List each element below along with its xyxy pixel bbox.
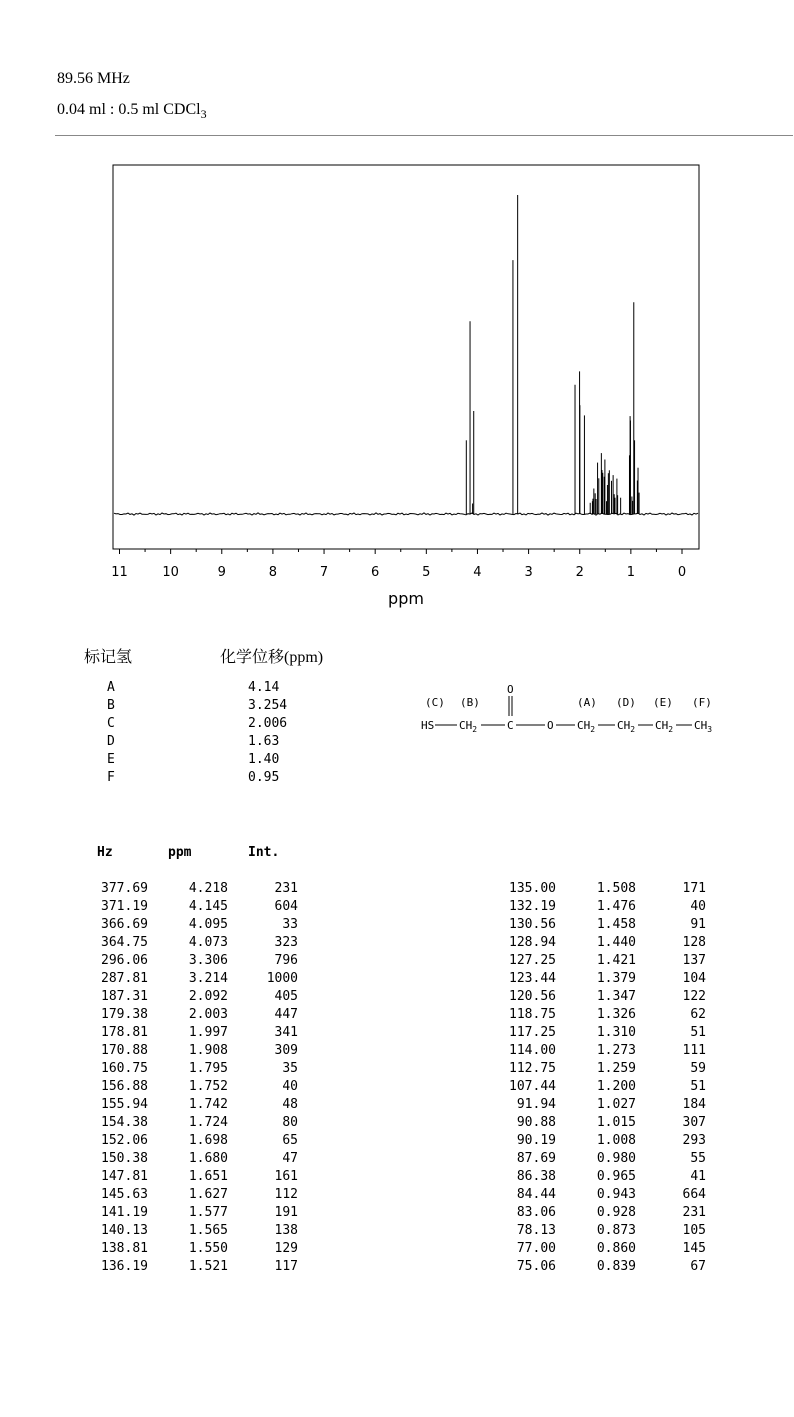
header-int: Int.	[248, 845, 280, 860]
table-cell: 1.347	[596, 989, 636, 1004]
sample-subscript: 3	[200, 107, 207, 122]
x-tick-label: 10	[162, 565, 179, 580]
table-cell: 187.31	[101, 989, 148, 1004]
table-cell: 1.379	[596, 971, 636, 986]
table-cell: 1.027	[596, 1097, 636, 1112]
table-cell: 80	[282, 1115, 298, 1130]
group-ch2-e: $CH_2$	[655, 719, 674, 734]
table-cell: 4.218	[188, 881, 228, 896]
table-cell: 135.00	[509, 881, 556, 896]
table-cell: 604	[274, 899, 298, 914]
table-cell: 105	[682, 1223, 706, 1238]
table-cell: 75.06	[516, 1259, 556, 1274]
table-cell: 231	[274, 881, 298, 896]
table-cell: 150.38	[101, 1151, 148, 1166]
table-cell: 155.94	[101, 1097, 148, 1112]
column-right-ppm	[566, 880, 636, 1276]
table-cell: 1.908	[188, 1043, 228, 1058]
table-cell: 1.742	[188, 1097, 228, 1112]
carbonyl-oxygen: O	[507, 683, 514, 696]
table-cell: 130.56	[509, 917, 556, 932]
table-cell: 123.44	[509, 971, 556, 986]
table-cell: 366.69	[101, 917, 148, 932]
table-cell: 147.81	[101, 1169, 148, 1184]
x-tick-label: 0	[677, 565, 687, 580]
table-cell: 129	[274, 1241, 298, 1256]
table-cell: 111	[682, 1043, 706, 1058]
table-cell: 1.476	[596, 899, 636, 914]
table-cell: 86.38	[516, 1169, 556, 1184]
spectrometer-frequency: 89.56 MHz	[57, 70, 130, 87]
table-cell: 1.752	[188, 1079, 228, 1094]
structure-letter-d: (D)	[616, 696, 636, 709]
assignment-shift: 4.14	[248, 680, 280, 695]
table-cell: 1.200	[596, 1079, 636, 1094]
table-cell: 117	[274, 1259, 298, 1274]
x-axis-ticks	[111, 549, 686, 580]
table-cell: 120.56	[509, 989, 556, 1004]
table-cell: 138.81	[101, 1241, 148, 1256]
structure-letter-b: (B)	[460, 696, 480, 709]
table-cell: 145.63	[101, 1187, 148, 1202]
spectrum-peaks	[466, 195, 639, 514]
table-cell: 117.25	[509, 1025, 556, 1040]
table-cell: 128	[682, 935, 706, 950]
table-cell: 178.81	[101, 1025, 148, 1040]
table-cell: 171	[682, 881, 706, 896]
table-cell: 138	[274, 1223, 298, 1238]
ester-oxygen: O	[547, 719, 554, 732]
table-cell: 161	[274, 1169, 298, 1184]
table-cell: 1.015	[596, 1115, 636, 1130]
assignment-header-shift: 化学位移(ppm)	[220, 649, 324, 666]
table-cell: 40	[282, 1079, 298, 1094]
nmr-spectrum-chart	[0, 150, 794, 620]
assignment-label: B	[107, 698, 115, 713]
assignment-label: A	[107, 680, 115, 695]
table-cell: 377.69	[101, 881, 148, 896]
x-tick-label: 5	[422, 565, 431, 580]
table-cell: 65	[282, 1133, 298, 1148]
header-divider	[55, 135, 793, 136]
carbonyl-carbon: C	[507, 719, 514, 732]
assignment-shift: 2.006	[248, 716, 288, 731]
table-cell: 0.965	[596, 1169, 636, 1184]
table-cell: 87.69	[516, 1151, 556, 1166]
group-ch2-d: $CH_2$	[617, 719, 636, 734]
table-cell: 104	[682, 971, 706, 986]
table-cell: 141.19	[101, 1205, 148, 1220]
table-cell: 1.795	[188, 1061, 228, 1076]
sample-concentration	[57, 101, 207, 122]
table-cell: 0.860	[596, 1241, 636, 1256]
table-cell: 90.19	[516, 1133, 556, 1148]
table-cell: 1.008	[596, 1133, 636, 1148]
table-cell: 62	[690, 1007, 706, 1022]
table-cell: 3.306	[188, 953, 228, 968]
table-cell: 1.698	[188, 1133, 228, 1148]
table-cell: 112	[274, 1187, 298, 1202]
x-axis-label: ppm	[388, 589, 424, 608]
x-tick-label: 11	[111, 565, 128, 580]
table-cell: 664	[682, 1187, 706, 1202]
table-cell: 35	[282, 1061, 298, 1076]
table-cell: 293	[682, 1133, 706, 1148]
table-cell: 1.627	[188, 1187, 228, 1202]
table-cell: 1.273	[596, 1043, 636, 1058]
table-cell: 371.19	[101, 899, 148, 914]
x-tick-label: 3	[524, 565, 533, 580]
table-cell: 90.88	[516, 1115, 556, 1130]
table-cell: 122	[682, 989, 706, 1004]
table-cell: 132.19	[509, 899, 556, 914]
table-cell: 55	[690, 1151, 706, 1166]
table-cell: 323	[274, 935, 298, 950]
table-cell: 33	[282, 917, 298, 932]
table-cell: 1.259	[596, 1061, 636, 1076]
table-cell: 114.00	[509, 1043, 556, 1058]
column-left-hz	[78, 880, 148, 1276]
x-tick-label: 2	[575, 565, 584, 580]
table-cell: 77.00	[516, 1241, 556, 1256]
table-cell: 4.073	[188, 935, 228, 950]
table-cell: 309	[274, 1043, 298, 1058]
table-cell: 405	[274, 989, 298, 1004]
table-cell: 191	[274, 1205, 298, 1220]
table-cell: 0.980	[596, 1151, 636, 1166]
table-cell: 184	[682, 1097, 706, 1112]
table-cell: 154.38	[101, 1115, 148, 1130]
table-cell: 118.75	[509, 1007, 556, 1022]
table-cell: 51	[690, 1025, 706, 1040]
assignment-shift: 3.254	[248, 698, 288, 713]
table-cell: 1.565	[188, 1223, 228, 1238]
table-cell: 91.94	[516, 1097, 556, 1112]
table-cell: 67	[690, 1259, 706, 1274]
table-cell: 364.75	[101, 935, 148, 950]
table-cell: 41	[690, 1169, 706, 1184]
table-cell: 145	[682, 1241, 706, 1256]
table-cell: 231	[682, 1205, 706, 1220]
assignment-label: F	[107, 770, 115, 785]
table-cell: 0.928	[596, 1205, 636, 1220]
table-cell: 51	[690, 1079, 706, 1094]
assignment-label: E	[107, 752, 115, 767]
x-tick-label: 4	[473, 565, 482, 580]
table-cell: 447	[274, 1007, 298, 1022]
table-cell: 2.092	[188, 989, 228, 1004]
structure-letter-f: (F)	[692, 696, 712, 709]
table-cell: 47	[282, 1151, 298, 1166]
sample-concentration-text: 0.04 ml : 0.5 ml CDCl	[57, 101, 201, 118]
structure-letter-a: (A)	[577, 696, 597, 709]
table-cell: 796	[274, 953, 298, 968]
table-cell: 1.724	[188, 1115, 228, 1130]
assignment-shift: 0.95	[248, 770, 280, 785]
table-cell: 1.550	[188, 1241, 228, 1256]
table-cell: 152.06	[101, 1133, 148, 1148]
header-hz: Hz	[97, 845, 113, 860]
group-ch3-f: $CH_3$	[694, 719, 713, 734]
table-cell: 1.508	[596, 881, 636, 896]
x-tick-label: 6	[371, 565, 380, 580]
table-cell: 136.19	[101, 1259, 148, 1274]
table-cell: 160.75	[101, 1061, 148, 1076]
table-cell: 179.38	[101, 1007, 148, 1022]
structure-letter-e: (E)	[653, 696, 673, 709]
table-cell: 2.003	[188, 1007, 228, 1022]
table-cell: 127.25	[509, 953, 556, 968]
x-tick-label: 9	[217, 565, 226, 580]
assignment-header-label: 标记氢	[84, 649, 133, 666]
table-cell: 0.873	[596, 1223, 636, 1238]
table-cell: 1.680	[188, 1151, 228, 1166]
x-tick-label: 8	[268, 565, 278, 580]
thiol-hs: HS	[421, 719, 435, 732]
table-cell: 112.75	[509, 1061, 556, 1076]
table-cell: 4.145	[188, 899, 228, 914]
assignment-shift: 1.63	[248, 734, 280, 749]
table-cell: 137	[682, 953, 706, 968]
table-cell: 59	[690, 1061, 706, 1076]
table-cell: 91	[690, 917, 706, 932]
table-cell: 3.214	[188, 971, 228, 986]
table-cell: 1.997	[188, 1025, 228, 1040]
table-cell: 83.06	[516, 1205, 556, 1220]
molecular-structure	[415, 680, 725, 740]
table-cell: 1.458	[596, 917, 636, 932]
table-cell: 84.44	[516, 1187, 556, 1202]
assignment-label: C	[107, 716, 115, 731]
table-cell: 0.839	[596, 1259, 636, 1274]
table-cell: 1.521	[188, 1259, 228, 1274]
table-cell: 107.44	[509, 1079, 556, 1094]
table-cell: 1.651	[188, 1169, 228, 1184]
header-ppm: ppm	[168, 845, 192, 860]
table-cell: 170.88	[101, 1043, 148, 1058]
table-cell: 0.943	[596, 1187, 636, 1202]
spectrum-trace	[114, 513, 698, 515]
x-tick-label: 7	[319, 565, 329, 580]
column-left-ppm	[158, 880, 228, 1276]
table-cell: 4.095	[188, 917, 228, 932]
table-cell: 128.94	[509, 935, 556, 950]
group-ch2-a: $CH_2$	[577, 719, 596, 734]
table-cell: 1.326	[596, 1007, 636, 1022]
x-tick-label: 1	[626, 565, 636, 580]
group-ch2-b: $CH_2$	[459, 719, 478, 734]
assignment-label: D	[107, 734, 115, 749]
table-cell: 341	[274, 1025, 298, 1040]
column-right-hz	[486, 880, 556, 1276]
table-cell: 1000	[266, 971, 298, 986]
column-right-int	[636, 880, 706, 1276]
column-left-int	[228, 880, 298, 1276]
table-cell: 1.440	[596, 935, 636, 950]
table-cell: 287.81	[101, 971, 148, 986]
assignment-shift: 1.40	[248, 752, 280, 767]
structure-letter-c: (C)	[425, 696, 445, 709]
table-cell: 78.13	[516, 1223, 556, 1238]
table-cell: 48	[282, 1097, 298, 1112]
table-cell: 156.88	[101, 1079, 148, 1094]
table-cell: 1.577	[188, 1205, 228, 1220]
table-cell: 307	[682, 1115, 706, 1130]
table-cell: 140.13	[101, 1223, 148, 1238]
table-cell: 1.310	[596, 1025, 636, 1040]
table-cell: 40	[690, 899, 706, 914]
table-cell: 1.421	[596, 953, 636, 968]
table-cell: 296.06	[101, 953, 148, 968]
